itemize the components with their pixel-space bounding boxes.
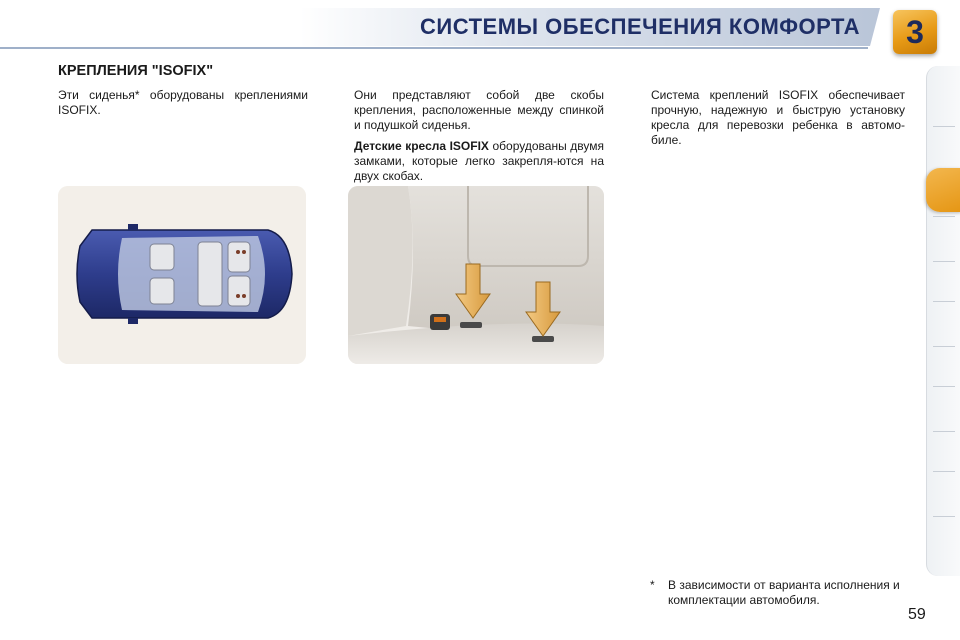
- footnote-asterisk: *: [650, 578, 655, 592]
- column-2: [354, 88, 604, 190]
- rail-divider: [933, 431, 955, 432]
- chapter-tab-active[interactable]: [926, 168, 960, 212]
- rail-divider: [933, 471, 955, 472]
- column-1-paragraph: Эти сиденья* оборудованы креплениями ISOFIX.: [58, 88, 308, 117]
- isofix-seats-term: Детские кресла ISOFIX: [354, 139, 489, 153]
- rail-divider: [933, 346, 955, 347]
- rail-divider: [933, 386, 955, 387]
- footnote-text: В зависимости от варианта исполнения и комплектации автомобиля.: [668, 578, 900, 607]
- chapter-number-badge: 3: [893, 10, 937, 54]
- rail-divider: [933, 216, 955, 217]
- seat-isofix-anchor-illustration: [348, 186, 604, 364]
- rail-divider: [933, 261, 955, 262]
- column-2-paragraph-1: Они представляют собой две скобы крепления, расположенные между спинкой и подушкой сиденья.: [354, 88, 604, 132]
- rail-divider: [933, 301, 955, 302]
- page-number: 59: [908, 606, 926, 623]
- chapter-title: СИСТЕМЫ ОБЕСПЕЧЕНИЯ КОМФОРТА: [420, 14, 860, 39]
- column-2-paragraph-2: [354, 139, 604, 184]
- footnote: [650, 578, 920, 608]
- section-title: КРЕПЛЕНИЯ "ISOFIX": [58, 63, 214, 79]
- page-header: [0, 0, 960, 56]
- column-2-paragraph-2-rest: оборудованы двумя замками, которые легко закрепля-ются на двух скобах.: [354, 139, 604, 183]
- rail-divider: [933, 126, 955, 127]
- car-top-view-image: [58, 186, 306, 364]
- column-3-paragraph: Система креплений ISOFIX обеспечивает прочную, надежную и быструю установку кресла для перевозки ребенка в автомо-биле.: [651, 88, 905, 147]
- chapter-tab-rail: [926, 66, 960, 576]
- seat-isofix-image: [348, 186, 604, 364]
- column-3: [651, 88, 905, 154]
- rail-divider: [933, 516, 955, 517]
- column-1: [58, 88, 308, 124]
- car-top-view-illustration: [58, 186, 306, 364]
